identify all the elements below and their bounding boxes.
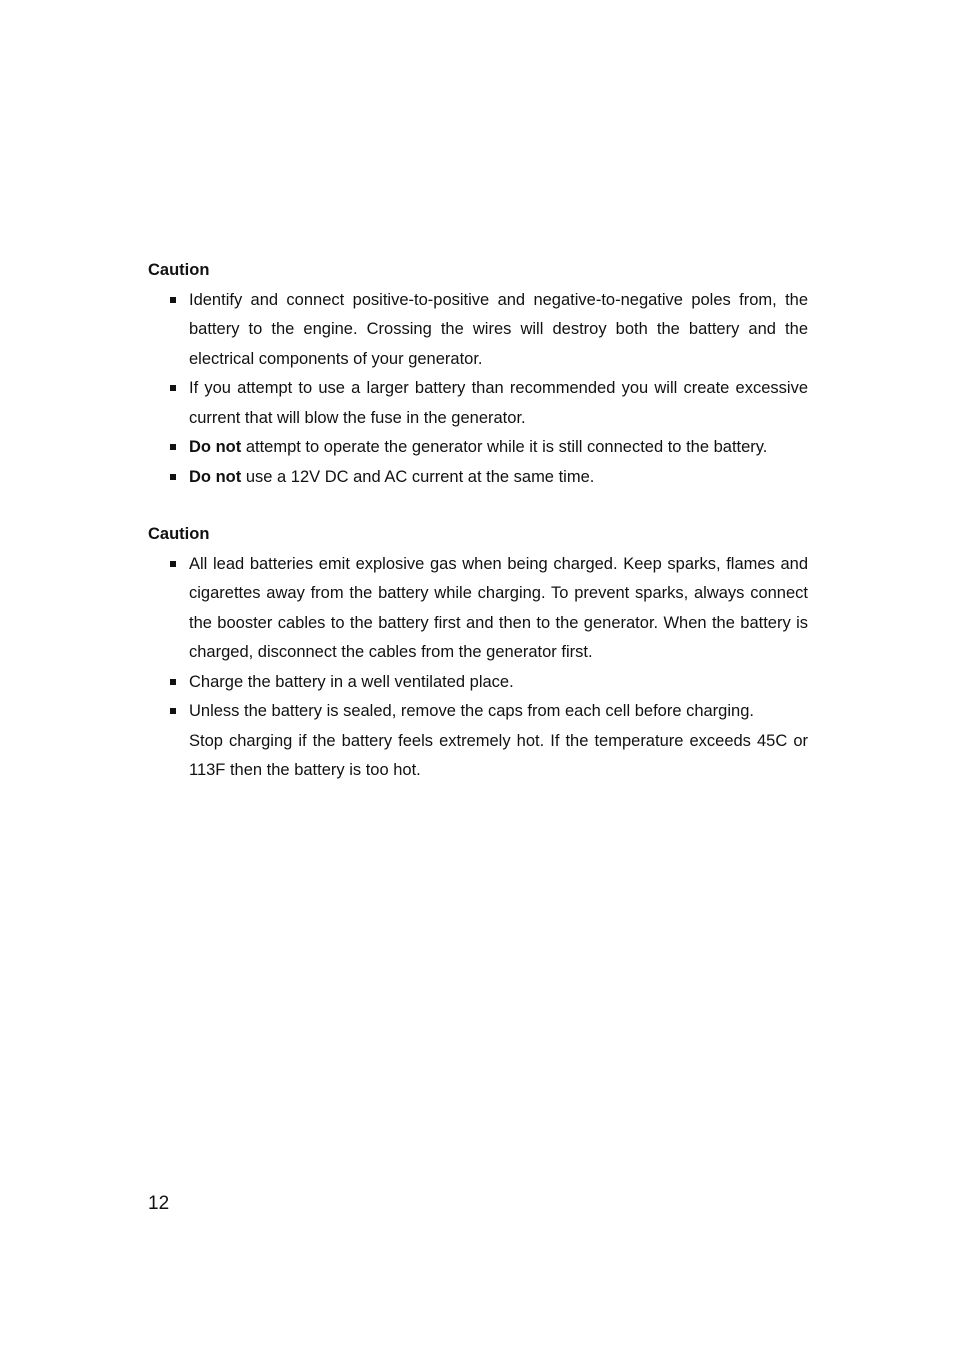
item-emphasis: Do not [189,438,242,456]
item-text: Charge the battery in a well ventilated place. [189,672,514,691]
list-item [148,550,808,668]
bullet-square-icon [170,561,176,567]
page-content [148,256,808,786]
section-heading: Caution [148,525,210,543]
list-item [148,697,808,727]
item-text: Unless the battery is sealed, remove the caps from each cell before charging. [189,702,754,720]
caution-list [148,550,808,727]
bullet-square-icon [170,385,176,391]
item-text: use a 12V DC and AC current at the same time. [241,467,595,486]
continuation-paragraph: Stop charging if the battery feels extremely hot. If the temperature exceeds 45C or 113F then the battery is too hot. [189,731,808,779]
bullet-square-icon [170,679,176,685]
item-text: attempt to operate the generator while it is still connected to the battery. [241,438,768,456]
item-text: All lead batteries emit explosive gas when being charged. Keep sparks, flames and cigarettes away from the battery while charging. To prevent sparks, always connect the booster cables to the battery first and then to the generator. When the battery is charged, disconnect the cables from the generator first. [189,554,808,661]
bullet-square-icon [170,444,176,450]
list-item [148,433,808,463]
list-item [148,668,808,698]
item-text: If you attempt to use a larger battery than recommended you will create excessive current that will blow the fuse in the generator. [189,379,808,427]
list-item [148,374,808,433]
bullet-square-icon [170,297,176,303]
caution-list [148,286,808,493]
list-item [148,463,808,493]
bullet-square-icon [170,708,176,714]
list-item [148,286,808,375]
item-emphasis: Do not [189,467,242,486]
caution-section-2 [148,520,808,786]
page-number: 12 [148,1193,170,1214]
item-text: Identify and connect positive-to-positive and negative-to-negative poles from, the battery to the engine. Crossing the wires will destroy both the battery and the electrical components of your generator. [189,290,808,368]
section-heading: Caution [148,261,210,279]
caution-section-1 [148,256,808,492]
bullet-square-icon [170,474,176,480]
